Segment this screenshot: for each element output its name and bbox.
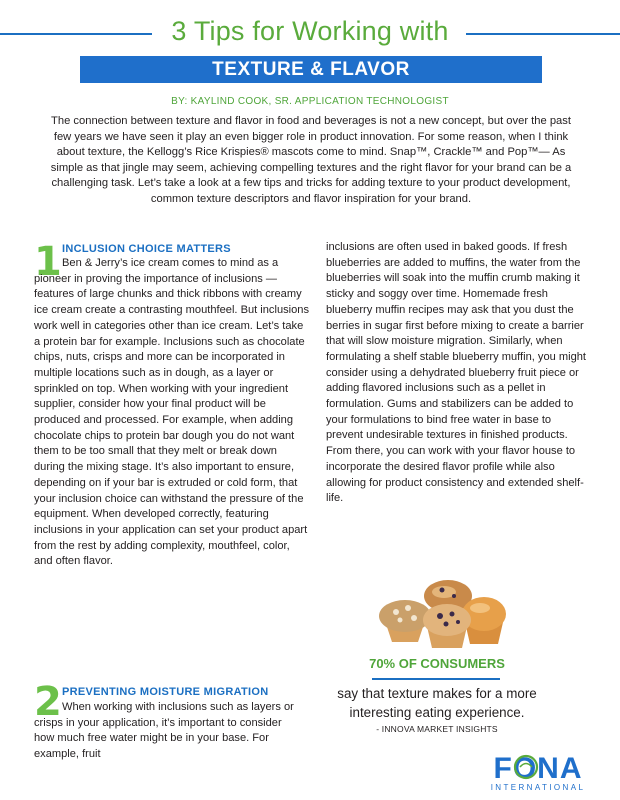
page-title: 3 Tips for Working with bbox=[171, 16, 449, 46]
fona-logo bbox=[484, 748, 596, 796]
muffin-center bbox=[423, 604, 471, 648]
tip-2-heading: PREVENTING MOISTURE MIGRATION bbox=[62, 686, 269, 698]
pullquote-text: say that texture makes for a more interesting eating experience. bbox=[337, 686, 537, 720]
muffins-image bbox=[372, 574, 506, 650]
column-2-body: inclusions are often used in baked goods. If fresh blueberries are added to muffins, the water from the blueberries will soak into the muffin crumb making it sticky and soggy over time. Homemade fresh blueberry muffin recipes may ask that you dust the berries in sugar first before mixing to create a barrier that will slow moisture migration. Similarly, when formulating a shelf stable blueberry muffin, you might consider using a dehydrated blueberry fruit piece or adding flavored inclusions such as a pellet in formulation. Gums and stabilizers can be added to your formulations to bind free water in base to prevent undesirable textures in finished products. From there, you can work with your flavor house to incorporate the desired flavor profile while also allowing for product consistency and extended shelf-life. bbox=[326, 241, 587, 505]
tip-2-body: When working with inclusions such as layers or crisps in your application, it’s important to consider how much free water might be in your base. For example, fruit bbox=[34, 701, 294, 761]
tip-2-number: 2 bbox=[34, 679, 62, 725]
pullquote-source: - INNOVA MARKET INSIGHTS bbox=[376, 724, 498, 734]
tip-1-number: 1 bbox=[34, 239, 62, 285]
title-row bbox=[0, 16, 620, 50]
svg-text:INTERNATIONAL: INTERNATIONAL bbox=[490, 783, 586, 792]
tip-1-body: Ben & Jerry’s ice cream comes to mind as a pioneer in proving the importance of inclusions — features of large chunks and thick ribbons with creamy ice cream create a contrasting mouthfeel. But inclusions work well in categories other than ice cream. Let’s take a protein bar for example. Inclusions such as chocolate chips, nuts, crisps and more can be incorporated in multiple locations such as in dough, as a layer or sprinkled on top. When working with your ingredient supplier, consider how your final product will be produced and processed. For example, when adding chocolate chips to protein bar dough you do not want them to be too small that they melt or break down during the mixing stage. It’s also important to ensure, depending on if your bar is extruded or cold form, that your inclusion choice can withstand the pressure of the equipment. When developed correctly, featuring inclusions in your application can set your product apart from the rest by adding complexity, mouthfeel, color, and often flavor. bbox=[34, 257, 310, 568]
svg-text:FONA: FONA bbox=[493, 752, 583, 785]
title-banner: TEXTURE & FLAVOR bbox=[80, 56, 542, 83]
pullquote-stat: 70% OF CONSUMERS bbox=[369, 656, 505, 671]
tip-1-heading: INCLUSION CHOICE MATTERS bbox=[62, 243, 231, 255]
intro-paragraph: The connection between texture and flavor in food and beverages is not a new concept, but over the past few years we have seen it play an even bigger role in product innovation. For some reason, when I think about texture, the Kellogg’s Rice Krispies® mascots come to mind. Snap™, Crackle™ and Pop™— As simple as that jingle may seem, achieving compelling textures and the right flavor for your brand can be a challenging task. Let’s take a look at a few tips and tricks for adding texture to your product development, common texture descriptors and flavor inspiration for your brand. bbox=[50, 115, 572, 205]
pullquote-rule bbox=[372, 678, 500, 680]
byline: BY: KAYLIND COOK, SR. APPLICATION TECHNOLOGIST bbox=[171, 96, 449, 107]
